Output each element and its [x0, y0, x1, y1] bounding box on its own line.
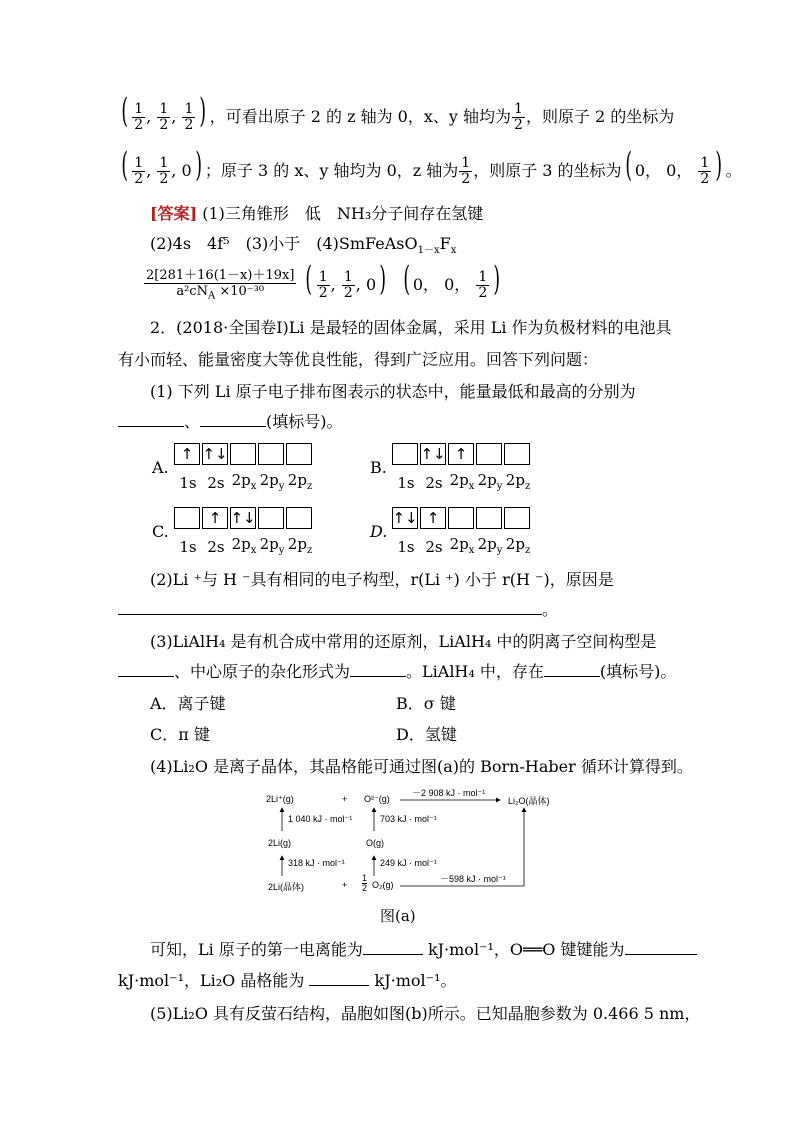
cycle-formation-energy: －598 kJ · mol⁻¹ [440, 874, 506, 884]
cycle-plus: + [342, 880, 348, 890]
answer-blank[interactable] [309, 971, 369, 986]
cycle-li-ion: 2Li⁺(g) [266, 794, 294, 804]
orbital-box [286, 507, 312, 529]
q2-line-2: 。 [118, 600, 558, 620]
orbital-option-a: A. ↑ ↑↓ 1s 2s $2p_x$ $2p_y$ $2p_z$ [152, 445, 313, 492]
q1-line-2: 、 (填标号)。 [118, 412, 343, 432]
q3-line-2: 、中心原子的杂化形式为 。LiAlH₄ 中，存在 (填标号)。 [118, 662, 676, 682]
coord-line-2: ( $\frac{1}{2}$ , $\frac{1}{2}$ , 0) ；原子 3 的 x、y 轴均为 0，z 轴为 $\frac{1}{2}$ ，则原子 3 的坐标为( 0， 0， $\frac{1}{2}$ ) 。 [121, 145, 742, 187]
answer-blank[interactable] [200, 412, 266, 427]
q3-option-d: D．氢键 [396, 725, 457, 744]
cycle-oxide-ion: O²⁻(g) [364, 794, 390, 804]
answer-line-1: [答案] (1)三角锥形 低 NH₃分子间存在氢键 [150, 204, 484, 223]
cycle-electron-affinity: 703 kJ · mol⁻¹ [380, 814, 437, 824]
orbital-box [448, 507, 474, 529]
born-haber-cycle [260, 786, 550, 898]
q3-option-a: A．离子键 [150, 694, 226, 713]
cycle-half-fraction: 1 2 [362, 873, 368, 893]
q4-line-1: (4)Li₂O 是离子晶体，其晶格能可通过图(a)的 Born-Haber 循环计算得到。 [150, 757, 693, 776]
orbital-box [476, 443, 502, 465]
answer-blank[interactable] [363, 940, 423, 955]
orbital-box: ↑↓ [392, 509, 418, 527]
cycle-o2: O₂(g) [372, 880, 394, 890]
answer-line-2: (2)4s 4f⁵ (3)小于 $(4)SmFeAsO_{1-x}F_x$ [150, 234, 457, 257]
q2-line-1: (2)Li ⁺与 H ⁻具有相同的电子构型，r(Li ⁺) 小于 r(H ⁻)，原因是 [150, 570, 614, 589]
coord-line-1: ( $\frac{1}{2}$ , $\frac{1}{2}$ , $\frac{1}{2}$ ) ，可看出原子 2 的 z 轴为 0，x、y 轴均为 $\frac{1}{2}$ ，则原子 2 的坐标为 [121, 91, 675, 133]
q3-option-b: B．σ 键 [396, 694, 456, 713]
answer-blank[interactable] [118, 412, 184, 427]
cycle-plus: + [342, 794, 348, 804]
figure-caption: 图(a) [380, 907, 416, 925]
orbital-box [174, 507, 200, 529]
cycle-li2o: Li₂O(晶体) [508, 796, 550, 806]
orbital-box [504, 443, 530, 465]
orbital-box: ↑ [448, 443, 474, 465]
q3-line-1: (3)LiAlH₄ 是有机合成中常用的还原剂，LiAlH₄ 中的阴离子空间构型是 [150, 632, 657, 651]
answer-blank[interactable] [544, 662, 600, 677]
orbital-box: ↑↓ [202, 445, 228, 463]
cycle-li-solid: 2Li(晶体) [268, 882, 305, 892]
orbital-box [476, 507, 502, 529]
orbital-option-d: D. ↑↓ ↑ 1s 2s $2p_x$ $2p_y$ $2p_z$ [370, 509, 531, 556]
orbital-box [230, 443, 256, 465]
orbital-box: ↑ [174, 443, 200, 465]
answer-blank[interactable] [625, 940, 697, 955]
q4-line-3: kJ·mol⁻¹，Li₂O 晶格能为 kJ·mol⁻¹。 [118, 971, 457, 990]
answer-blank[interactable] [118, 662, 174, 677]
orbital-box [286, 443, 312, 465]
orbital-box [504, 507, 530, 529]
orbital-box [258, 507, 284, 529]
cycle-li-gas: 2Li(g) [268, 838, 292, 848]
orbital-box: ↑ [420, 507, 446, 529]
cycle-ionization-energy: 1 040 kJ · mol⁻¹ [288, 814, 353, 824]
question-intro-2: 有小而轻、能量密度大等优良性能，得到广泛应用。回答下列问题： [118, 350, 599, 369]
q1-line-1: (1) 下列 Li 原子电子排布图表示的状态中，能量最低和最高的分别为 [150, 382, 636, 401]
q3-option-c: C．π 键 [150, 725, 210, 744]
cycle-lattice-energy: －2 908 kJ · mol⁻¹ [412, 788, 486, 798]
orbital-option-c: C. ↑ ↑↓ 1s 2s $2p_x$ $2p_y$ $2p_z$ [152, 509, 313, 556]
orbital-option-b: B. ↑↓ ↑ 1s 2s $2p_x$ $2p_y$ $2p_z$ [370, 445, 531, 492]
answer-line-3: $\frac{2[281+16(1-x)+19x]}{a^2cN_A \times 10^{-30}}$ ( $\frac{1}{2}$ , $\frac{1}{2}$ , 0) ( 0， 0， $\frac{1}{2}$ ) [146, 259, 501, 302]
cycle-dissociation-energy: 249 kJ · mol⁻¹ [380, 858, 437, 868]
orbital-box: ↑ [202, 507, 228, 529]
answer-blank[interactable] [350, 662, 406, 677]
q4-line-2: 可知，Li 原子的第一电离能为 kJ·mol⁻¹，O══O 键键能为 [150, 940, 697, 960]
q5-line-1: (5)Li₂O 具有反萤石结构，晶胞如图(b)所示。已知晶胞参数为 0.466 5 nm， [150, 1004, 701, 1023]
orbital-box: ↑↓ [230, 509, 256, 527]
cycle-o-gas: O(g) [366, 838, 384, 848]
orbital-box: ↑↓ [420, 445, 446, 463]
cycle-sublimation-energy: 318 kJ · mol⁻¹ [288, 858, 345, 868]
answer-blank[interactable] [118, 600, 542, 615]
orbital-box [258, 443, 284, 465]
question-intro-1: 2．(2018·全国卷Ⅰ)Li 是最轻的固体金属，采用 Li 作为负极材料的电池具 [150, 318, 672, 337]
answer-tag: [答案] [150, 204, 198, 223]
orbital-box [392, 443, 418, 465]
